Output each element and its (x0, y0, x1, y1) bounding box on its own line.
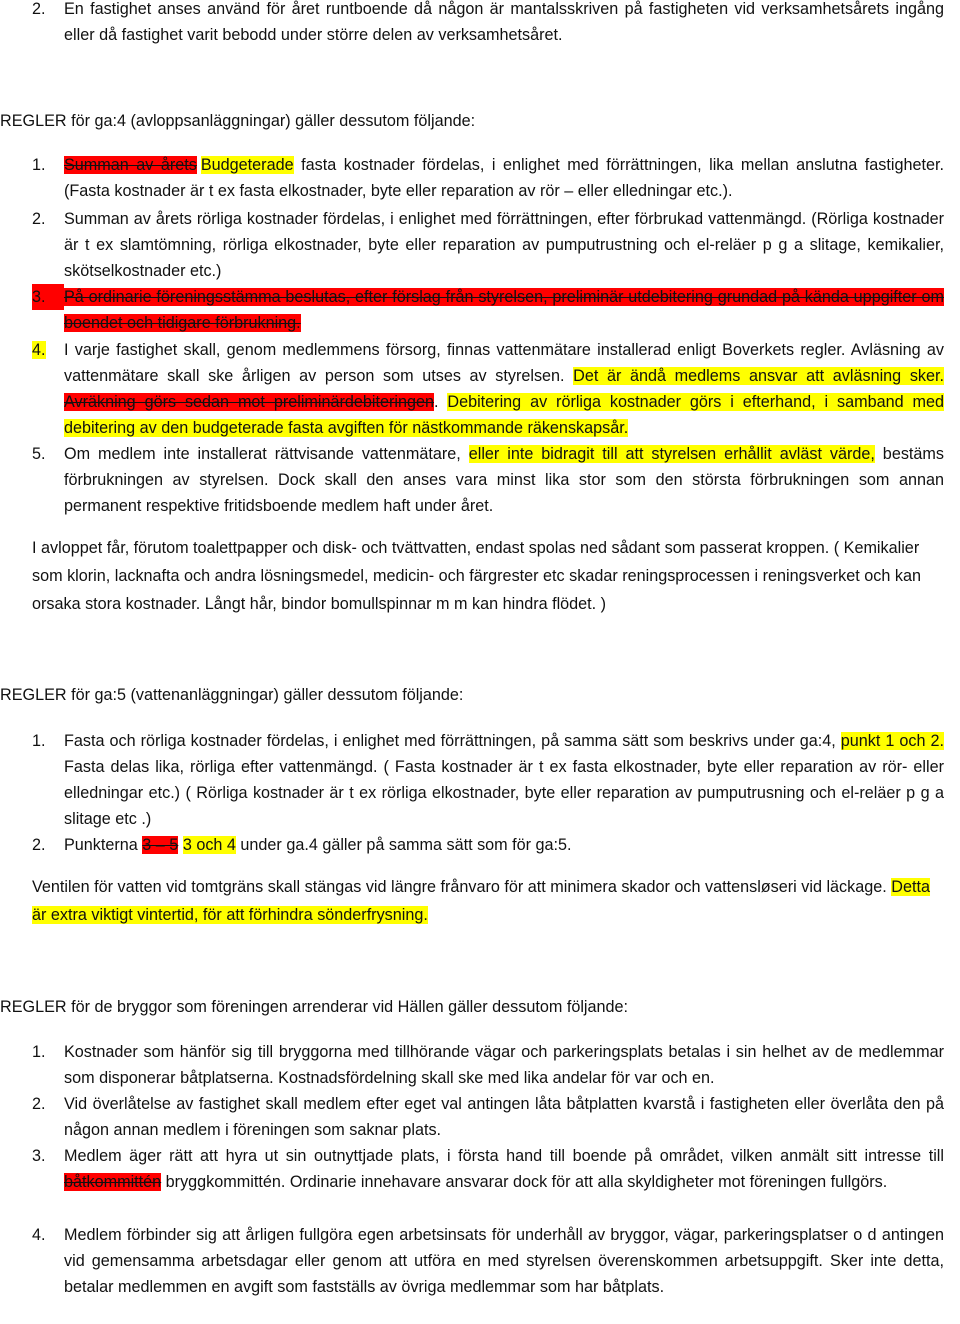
ga5-heading: REGLER för ga:5 (vattenanläggningar) gäller dessutom följande: (0, 686, 464, 704)
list-number: 2. (32, 836, 46, 854)
ga4-heading: REGLER för ga:4 (avloppsanläggningar) gäller dessutom följande: (0, 112, 476, 130)
deleted-text: Avräkning görs sedan mot preliminärdebiteringen (64, 393, 434, 411)
list-text (64, 1143, 944, 1195)
deleted-text: Summan av årets (64, 156, 197, 174)
ga4-sewage-note: I avloppet får, förutom toalettpapper och disk- och tvättvatten, endast spolas ned sådant som passerat kroppen. ( Kemikalier som klorin, lacknafta och andra lösningsmedel, medicin- och färgrester etc skadar reningsprocessen i reningsverket och kan orsaka stora kostnader. Långt hår, bindor bomullspinnar m m kan hindra flödet. ) (32, 539, 921, 613)
bryggor-heading: REGLER för de bryggor som föreningen arrenderar vid Hällen gäller dessutom följande: (0, 998, 629, 1016)
body-text: Om medlem inte installerat rättvisande vattenmätare, (64, 445, 469, 463)
list-number: 5. (32, 445, 46, 463)
body-text: under ga.4 gäller på samma sätt som för ga:5. (235, 836, 572, 854)
inserted-text: Detta är extra viktigt vintertid, för att förhindra sönderfrysning. (32, 878, 930, 924)
list-text (64, 337, 944, 441)
body-text: Fasta och rörliga kostnader fördelas, i enlighet med förrättningen, på samma sätt som beskrivs under ga:4, (64, 732, 841, 750)
list-text (64, 441, 944, 519)
body-text: Punkterna (64, 836, 143, 854)
body-text: fasta kostnader fördelas, i enlighet med förrättningen, lika mellan anslutna fastigheter. (Fasta kostnader är t ex fasta elkostnader, byte eller reparation av rör – eller elledningar etc.). (64, 156, 944, 200)
bryggor-item-2 (32, 1091, 944, 1143)
body-text: I varje fastighet skall, genom medlemmens försorg, finnas vattenmätare installerad enligt Boverkets regler. Avläsning av vattenmätare skall ske årligen av person som utses av styrelsen. (64, 341, 944, 385)
inserted-text: eller inte bidragit till att styrelsen erhållit avläst värde, (468, 445, 875, 463)
body-text: Medlem äger rätt att hyra ut sin outnyttjade plats, i första hand till boende på området, vilken anmält sitt intresse till (64, 1147, 944, 1165)
inserted-text: Debitering av rörliga kostnader görs i efterhand, i samband med debitering av den budgeterade fasta avgiften för nästkommande räkenskapsår. (64, 393, 944, 437)
bryggor-item-3 (32, 1143, 944, 1195)
ga5-valve-note (32, 873, 944, 929)
list-number: 2. (32, 210, 46, 228)
list-number (32, 337, 64, 363)
ga4-item-2 (32, 206, 944, 284)
intro-list-item (32, 0, 944, 48)
list-number: 1. (32, 1043, 46, 1061)
deleted-text: 3 – 5 (142, 836, 179, 854)
list-number: 1. (32, 156, 46, 174)
inserted-text: Budgeterade (200, 156, 294, 174)
ga5-item-1 (32, 728, 944, 832)
ga4-item-3 (32, 284, 944, 336)
deleted-text: På ordinarie föreningsstämma beslutas, efter förslag från styrelsen, preliminär utdebitering grundad på kända uppgifter om boendet och tidigare förbrukning. (64, 288, 944, 332)
list-text (64, 152, 944, 204)
list-text (64, 284, 944, 336)
body-text: bryggkommittén. Ordinarie innehavare ansvarar dock för att alla skyldigheter mot föreningen fullgörs. (161, 1173, 888, 1191)
body-text: Fasta delas lika, rörliga efter vattenmängd. ( Fasta kostnader är t ex fasta elkostnader, byte eller reparation av rör- eller elledningar etc.) ( Rörliga kostnader är t ex rörliga elkostnader, byte eller reparation av pumputrusning och el-reläer p g a slitage etc .) (64, 758, 944, 828)
list-number: 2. (32, 0, 46, 18)
bryggor-item-1 (32, 1039, 944, 1091)
list-number: 4. (32, 1226, 46, 1244)
list-text: Kostnader som hänför sig till bryggorna med tillhörande vägar och parkeringsplats betalas i sin helhet av de medlemmar som disponerar båtplatserna. Kostnadsfördelning skall ske med lika andelar för var och en. (64, 1043, 944, 1087)
list-number-text: 4. (32, 341, 46, 359)
inserted-text: 3 och 4 (182, 836, 236, 854)
ga5-item-2 (32, 832, 944, 858)
ga4-item-1 (32, 152, 944, 204)
list-text: Medlem förbinder sig att årligen fullgöra egen arbetsinsats för underhåll av bryggor, vägar, parkeringsplatser o d antingen vid gemensamma arbetsdagar eller genom att utföra en med styrelsen överenskommen arbetsuppgift. Sker inte detta, betalar medlemmen en avgift som fastställs av övriga medlemmar som har båtplats. (64, 1226, 944, 1296)
ga4-item-5 (32, 441, 944, 519)
list-text: En fastighet anses använd för året runtboende då någon är mantalsskriven på fastigheten vid verksamhetsårets ingång eller då fastighet varit bebodd under större delen av verksamhetsåret. (64, 0, 944, 44)
ga4-item-4 (32, 337, 944, 441)
bryggor-item-4 (32, 1222, 944, 1300)
body-text: Ventilen för vatten vid tomtgräns skall stängas vid längre frånvaro för att minimera skador och vattensløseri vid läckage. (32, 878, 892, 896)
list-number: 3. (32, 284, 64, 310)
body-text: bestäms förbrukningen av styrelsen. Dock skall den anses vara minst lika stor som den största förbrukningen som annan permanent respektive fritidsboende medlem haft under året. (64, 445, 944, 515)
inserted-text: punkt 1 och 2. (840, 732, 944, 750)
list-number: 3. (32, 1147, 46, 1165)
body-text: . (434, 393, 448, 411)
list-text: Summan av årets rörliga kostnader fördelas, i enlighet med förrättningen, efter förbrukad vattenmängd. (Rörliga kostnader är t ex slamtömning, rörliga elkostnader, byte eller reparation av pumputrustning och el-reläer p g a slitage, kemikalier, skötselkostnader etc.) (64, 210, 944, 280)
deleted-text: båtkommittén (64, 1173, 162, 1191)
list-text: Vid överlåtelse av fastighet skall medlem efter eget val antingen låta båtplatten kvarstå i fastigheten eller överlåta den på någon annan medlem i föreningen som saknar plats. (64, 1095, 944, 1139)
inserted-text: Det är ändå medlems ansvar att avläsning sker. (573, 367, 944, 385)
list-number: 1. (32, 732, 46, 750)
list-text (64, 832, 944, 858)
list-number: 2. (32, 1095, 46, 1113)
list-text (64, 728, 944, 832)
